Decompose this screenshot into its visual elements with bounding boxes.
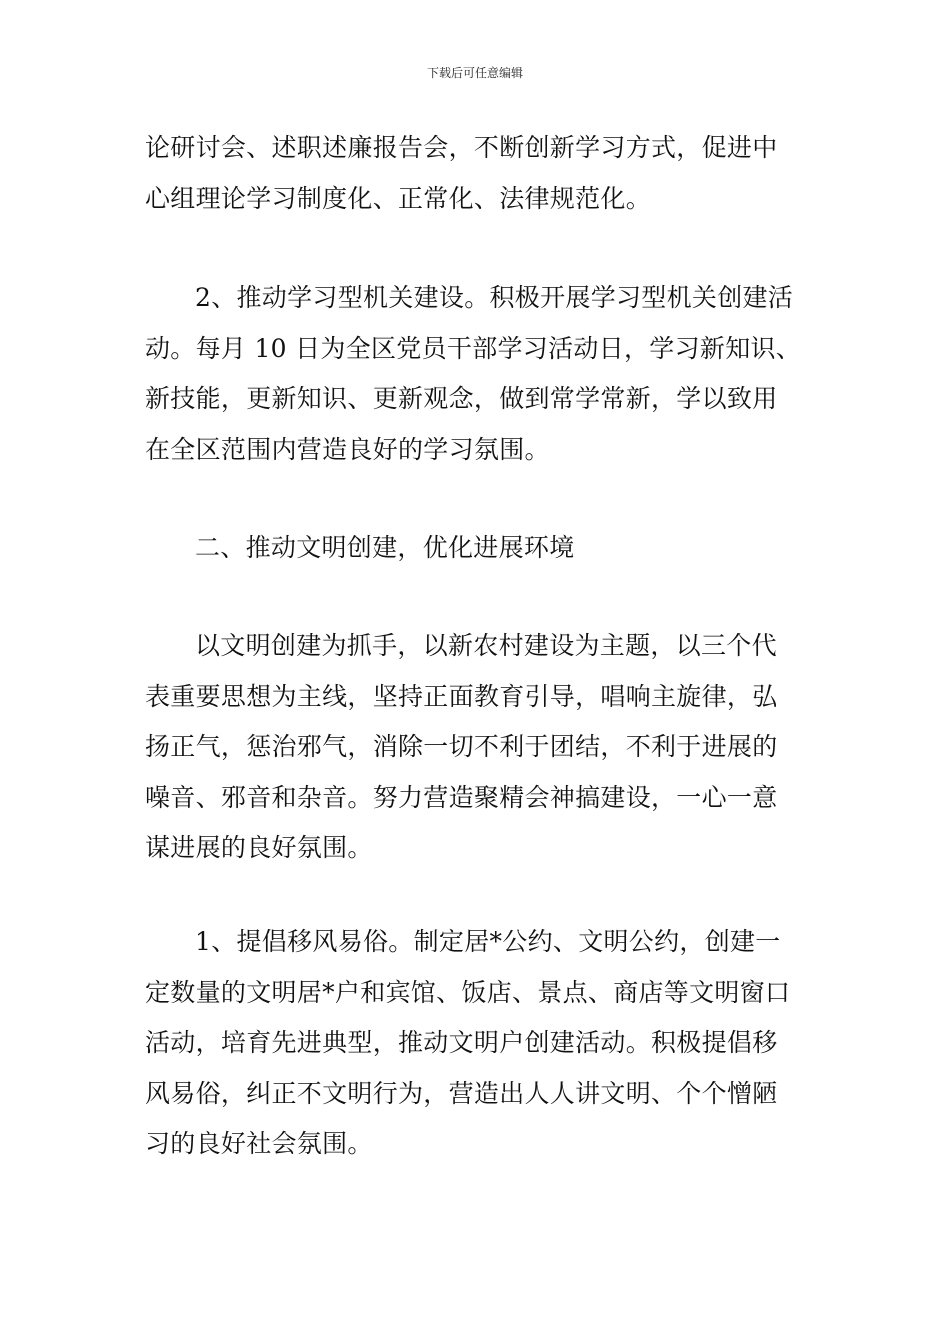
paragraph-study-methods [145,123,815,224]
text-line: 心组理论学习制度化、正常化、法律规范化。 [145,183,652,213]
text-line: 习的良好社会氛围。 [145,1129,373,1158]
text-line: 谋进展的良好氛围。 [145,833,373,862]
text-line: 论研讨会、述职述廉报告会，不断创新学习方式，促进中 [145,133,778,162]
text-line: 新技能，更新知识、更新观念，做到常学常新，学以致用 [145,384,778,413]
text-line: 风易俗，纠正不文明行为，营造出人人讲文明、个个憎陋 [145,1078,778,1108]
text-line: 2、推动学习型机关建设。积极开展学习型机关创建活 [195,283,794,312]
text-line: 扬正气，惩治邪气，消除一切不利于团结，不利于进展的 [145,732,778,761]
page-header: 下载后可任意编辑 [426,66,523,80]
paragraph-learning-organization [145,273,815,475]
text-line: 表重要思想为主线，坚持正面教育引导，唱响主旋律，弘 [145,681,778,711]
paragraph-civilization-building [145,621,815,874]
text-line: 二、推动文明创建，优化进展环境 [195,533,575,562]
text-line: 活动，培育先进典型，推动文明户创建活动。积极提倡移 [145,1028,778,1057]
text-line: 噪音、邪音和杂音。努力营造聚精会神搞建设，一心一意 [145,782,778,812]
text-line: 以文明创建为抓手，以新农村建设为主题，以三个代 [195,631,777,660]
section-heading [145,523,815,574]
text-line: 定数量的文明居*户和宾馆、饭店、景点、商店等文明窗口 [145,977,791,1007]
text-line: 在全区范围内营造良好的学习氛围。 [145,434,550,464]
text-line: 动。每月 10 日为全区党员干部学习活动日，学习新知识、 [145,333,802,363]
paragraph-customs-reform [145,917,815,1170]
text-line: 1、提倡移风易俗。制定居*公约、文明公约，创建一 [195,927,781,956]
